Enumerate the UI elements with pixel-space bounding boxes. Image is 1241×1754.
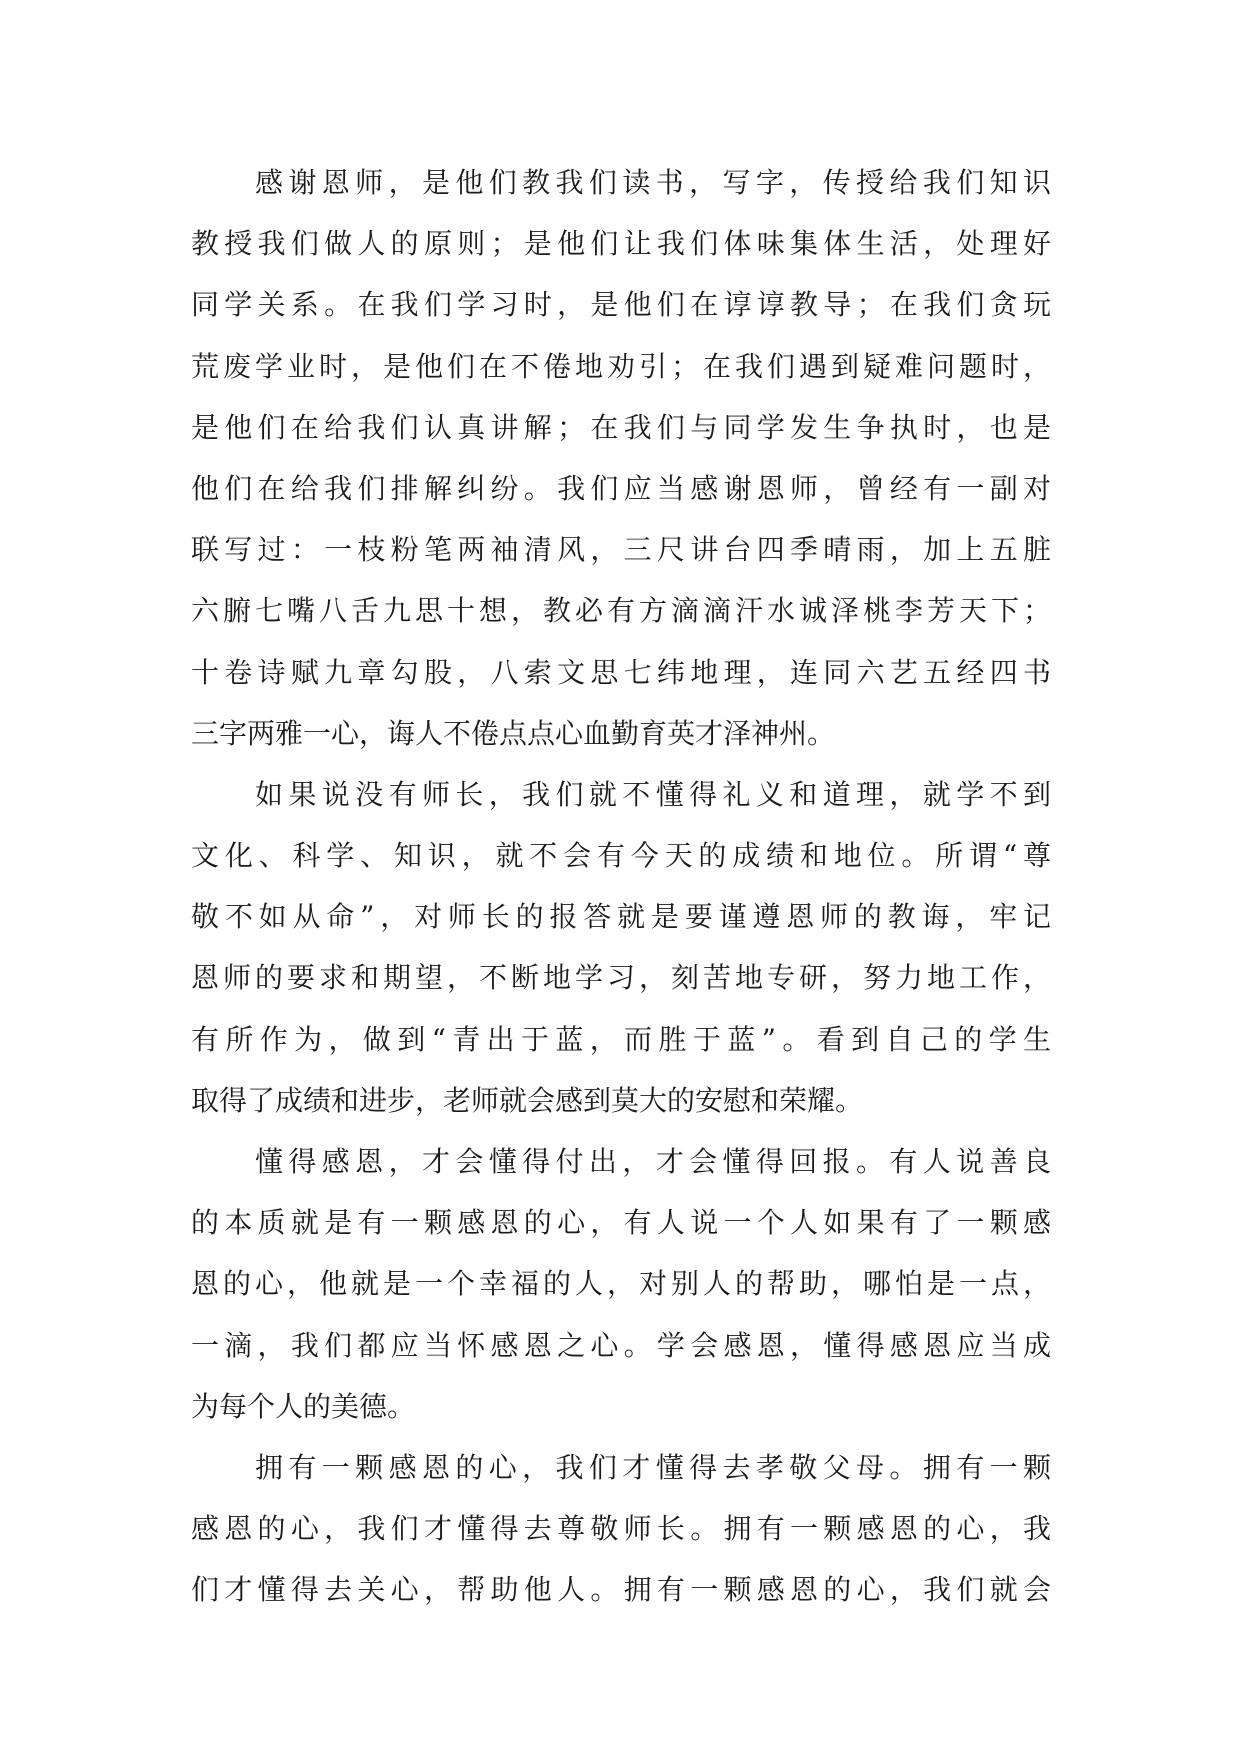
text-line: 恩师的要求和期望，不断地学习，刻苦地专研，努力地工作， xyxy=(191,961,1051,995)
text-line: 感恩的心，我们才懂得去尊敬师长。拥有一颗感恩的心，我 xyxy=(191,1512,1051,1546)
text-line: 懂得感恩，才会懂得付出，才会懂得回报。有人说善良 xyxy=(255,1145,1051,1178)
document-body xyxy=(191,152,1051,1621)
text-line: 敬不如从命”，对师长的报答就是要谨遵恩师的教诲，牢记 xyxy=(191,900,1051,934)
text-line: 恩的心，他就是一个幸福的人，对别人的帮助，哪怕是一点， xyxy=(191,1267,1051,1301)
text-line: 一滴，我们都应当怀感恩之心。学会感恩，懂得感恩应当成 xyxy=(191,1328,1051,1362)
text-line: 取得了成绩和进步，老师就会感到莫大的安慰和荣耀。 xyxy=(191,1083,864,1117)
text-line: 感谢恩师，是他们教我们读书，写字，传授给我们知识 xyxy=(255,166,1051,199)
text-line: 有所作为，做到“青出于蓝，而胜于蓝”。看到自己的学生 xyxy=(191,1022,1051,1056)
text-line: 文化、科学、知识，就不会有今天的成绩和地位。所谓“尊 xyxy=(191,839,1051,873)
text-line: 荒废学业时，是他们在不倦地劝引；在我们遇到疑难问题时， xyxy=(191,349,1051,383)
text-line: 联写过：一枝粉笔两袖清风，三尺讲台四季晴雨，加上五脏 xyxy=(191,533,1051,567)
paragraph-1 xyxy=(191,152,1051,764)
paragraph-2 xyxy=(191,764,1051,1131)
text-line: 六腑七嘴八舌九思十想，教必有方滴滴汗水诚泽桃李芳天下； xyxy=(191,594,1051,628)
text-line: 同学关系。在我们学习时，是他们在谆谆教导；在我们贪玩 xyxy=(191,288,1051,322)
text-line: 三字两雅一心，诲人不倦点点心血勤育英才泽神州。 xyxy=(191,716,836,750)
text-line: 的本质就是有一颗感恩的心，有人说一个人如果有了一颗感 xyxy=(191,1206,1051,1240)
text-line: 他们在给我们排解纠纷。我们应当感谢恩师，曾经有一副对 xyxy=(191,471,1051,505)
text-line: 如果说没有师长，我们就不懂得礼义和道理，就学不到 xyxy=(255,777,1051,811)
paragraph-4 xyxy=(191,1437,1051,1621)
text-line: 教授我们做人的原则；是他们让我们体味集体生活，处理好 xyxy=(191,227,1051,261)
text-line: 拥有一颗感恩的心，我们才懂得去孝敬父母。拥有一颗 xyxy=(255,1450,1051,1484)
paragraph-3 xyxy=(191,1131,1051,1437)
text-line: 为每个人的美德。 xyxy=(191,1389,416,1423)
text-line: 们才懂得去关心，帮助他人。拥有一颗感恩的心，我们就会 xyxy=(191,1573,1051,1607)
text-line: 是他们在给我们认真讲解；在我们与同学发生争执时，也是 xyxy=(191,410,1051,444)
text-line: 十卷诗赋九章勾股，八索文思七纬地理，连同六艺五经四书 xyxy=(191,655,1051,689)
